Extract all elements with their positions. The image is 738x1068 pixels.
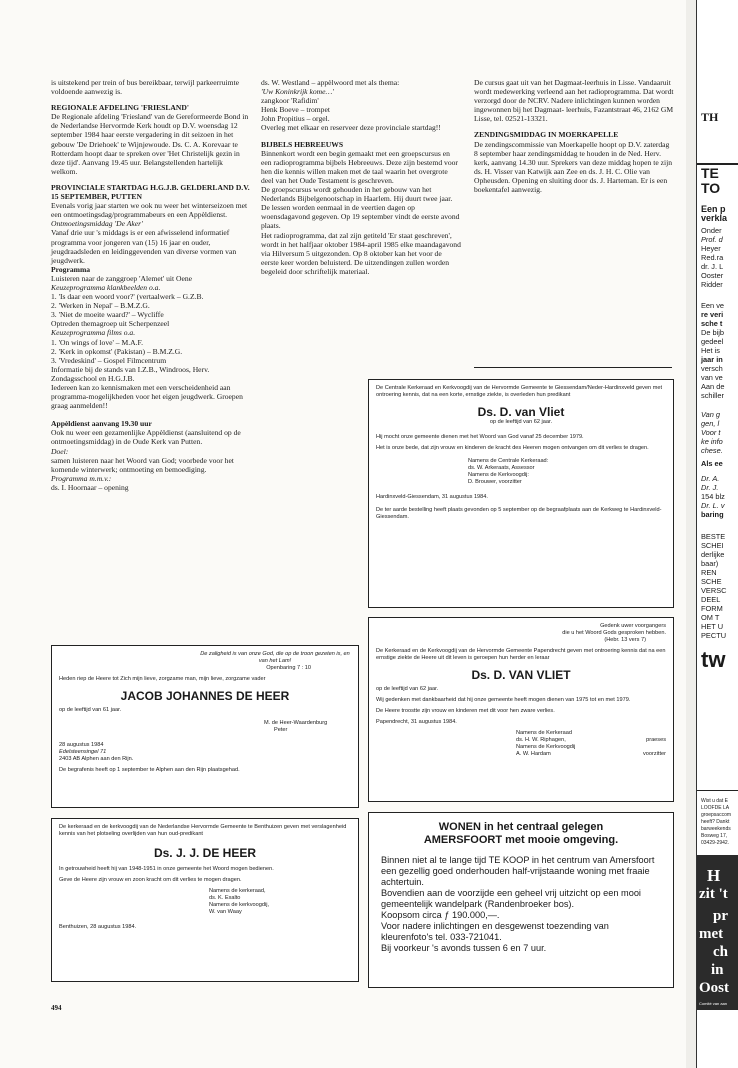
text-paragraph: Iedereen kan zo kennismaken met een verscheidenheid aan programma-mogelijkheden voor het eigen jeugdwerk. Groepen graag aanmelden!! [51,383,243,411]
strip-text: met [699,926,724,942]
strip-text: BESTE [701,532,726,541]
text-paragraph: Henk Boeve – trompet [261,105,330,115]
signatory: ds. H. W. Riphagen, [516,737,566,743]
list-item: 3. 'Niet de moeite waard?' – Wycliffe [51,310,164,320]
section-heading: BIJBELS HEBREEUWS [261,139,344,149]
text-paragraph: De cursus gaat uit van het Dagmaat-leerhuis in Lisse. Vandaaruit wordt medewerking verleend aan het radioprogramma. Dat wordt verzorgd door de NCRV. Nadere inlichtingen kunnen worden ingewonnen bij het Dagmaat- leerhuis, Fazantstraat 46, 2162 GM Lisse, tel. 02521-13321. [474,78,674,124]
strip-text: Ridder [701,280,723,289]
strip-text: Dr. J. [701,483,719,492]
strip-text: heeft? Dankt [701,819,730,825]
obituary-signature: Peter [274,727,288,733]
strip-text: van ve [701,373,723,382]
obituary-signature: Namens de Kerkvoogdij: [468,472,529,478]
obituary-age: op de leeftijd van 62 jaar. [376,686,439,692]
column-3 [474,78,674,194]
list-item: Optreden themagroep uit Scherpenzeel [51,319,170,329]
obituary-intro: De kerkeraad en de kerkvoogdij van de Nederlandse Hervormde Gemeente te Benthuizen geven met verslagenheid kennis van het plotseling overlijden van hun oud-predikant [59,824,347,837]
obituary-signature: M. de Heer-Waardenburg [264,720,328,726]
obituary-signature: D. Brouwer, voorzitter [468,479,522,485]
strip-text: Dr. L. v [701,501,725,510]
obituary-text: Wij gedenken met dankbaarheid dat hij onze gemeente heeft mogen dienen van 1975 tot en met 1979. [376,697,631,703]
strip-text: Prof. d [701,235,723,244]
strip-text: Heyer [701,244,721,253]
list-item: 1. 'Is daar een woord voor?' (vertaalwerk – G.Z.B. [51,292,204,302]
text-paragraph: Ontmoetingsmiddag 'De Aker' [51,219,143,229]
text-paragraph: Ook nu weer een gezamenlijke Appèldienst (aansluitend op de ontmoetingsmiddag) in de Oude Kerk van Putten. [51,428,241,447]
obituary-note: De begrafenis heeft op 1 september te Alphen aan den Rijn plaatsgehad. [59,767,240,773]
ad-text: Bij voorkeur 's avonds tussen 6 en 7 uur. [381,943,547,953]
column-2 [261,78,461,276]
strip-text: PECTU [701,631,727,640]
strip-text: Als ee [701,459,723,468]
strip-dark-ad [697,855,738,1010]
strip-text: groepsaccom [701,812,732,818]
obituary-address: 2403 AB Alphen aan den Rijn. [59,756,134,762]
strip-text: gedeel [701,337,724,346]
strip-text: SCHEI [701,541,724,550]
strip-text: ch [713,944,728,960]
section-heading: PROVINCIALE STARTDAG H.G.J.B. GELDERLAND D.V. 15 SEPTEMBER, PUTTEN [51,182,250,202]
obituary-de-heer-benthuizen [51,818,359,982]
text-paragraph: 'Uw Koninkrijk kome…' [261,87,334,97]
text-paragraph: Doel: [51,446,69,456]
strip-text: Van g [701,410,721,419]
obituary-note: De ter aarde bestelling heeft plaats gevonden op 5 september op de begraafplaats aan de Kerkweg te Hardinxveld-Giessendam. [376,507,662,520]
strip-text: jaar in [701,355,723,364]
signatory-role: voorzitter [642,751,666,757]
strip-text: Dr. A. [701,474,720,483]
strip-text: dr. J. L [701,262,724,271]
obituary-text: Hij mocht onze gemeente dienen met het Woord van God vanaf 25 december 1979. [376,434,584,440]
obituary-signature: ds. K. Exalto [209,895,241,901]
text-paragraph: Programma [51,264,91,274]
strip-text: REN [701,568,717,577]
obituary-signature: ds. W. Arkeraats, Assessor [468,465,535,471]
obituary-intro: De Kerkeraad en de Kerkvoogdij van de Hervormde Gemeente Papendrecht geven met ontroering kennis dat na een ernstige ziekte de Heere uit dit leven is geroepen hun herder en leraar [376,648,666,661]
strip-text: verkla [701,213,728,223]
text-paragraph: Programma m.m.v.: [51,473,112,483]
obituary-place-date: Papendrecht, 31 augustus 1984. [376,719,457,725]
obituary-place-date: Hardinxveld-Giessendam, 31 augustus 1984. [376,494,488,500]
strip-text: sche t [701,319,723,328]
scripture-reference: Openbaring 7 : 10 [266,665,311,671]
list-item: Keuzeprogramma films o.a. [51,328,136,338]
strip-text: H [707,866,721,885]
signatory-role: praeses [646,737,666,743]
text-paragraph: Binnenkort wordt een begin gemaakt met een groepscursus en een radioprogramma bijbels Hebreeuws. Deze zijn bestemd voor hen die kennis willen maken met de taal waarin het overgrote deel van het Oude Testament is geschreven. [261,148,458,185]
strip-text: TE [701,165,719,181]
obituary-text: De Heere troostte zijn vrouw en kinderen met dit voor hen zware verlies. [376,708,555,714]
obituary-van-vliet-giessendam [368,379,674,608]
strip-text: schiller [701,391,724,400]
strip-text: LOOFDE LA [701,805,730,811]
obituary-signature [516,737,666,744]
column-1 [51,78,251,492]
strip-text: Red.ra [701,253,724,262]
strip-text: Onder [701,226,722,235]
ad-headline: AMERSFOORT met mooie omgeving. [423,834,619,846]
strip-text: HET U [701,622,724,631]
strip-logo: tw [701,647,726,672]
strip-text: versch [701,364,723,373]
strip-text: Een ve [701,301,725,310]
strip-text: baar) [701,559,719,568]
text-paragraph: Evenals vorig jaar starten we ook nu weer het winterseizoen met een ontmoetingsdag/programmabeurs en een Appèldienst. [51,201,248,220]
text-paragraph: zangkoor 'Rafidim' [261,96,319,106]
strip-text: Ooster [701,271,724,280]
list-item: 3. 'Vredeskind' – Gospel Filmcentrum [51,355,167,365]
ad-headline: WONEN in het centraal gelegen [438,821,604,833]
strip-text: in [711,962,724,978]
obituary-signature: Namens de Kerkvoogdij [516,744,576,750]
strip-text: OM T [701,613,720,622]
obituary-signature: W. van Waay [209,909,242,915]
obituary-de-heer-family [51,645,359,808]
strip-text: TH [701,110,719,124]
text-paragraph: Het radioprogramma, dat zal zijn getiteld 'Er staat geschreven', wordt in het halfjaar oktober 1984-april 1985 elke maandagavond via Hilversum 5 uitgezonden. Op 8 oktober kan het voor de eerste keer worden beluisterd. De uitzendingen zullen worden begeleid door schriftelijk materiaal. [261,230,461,276]
strip-text: TO [701,180,721,196]
list-item: 2. 'Werken in Nepal' – B.M.Z.G. [51,301,150,311]
page-number: 494 [51,1004,62,1012]
obituary-name: Ds. J. J. DE HEER [153,846,257,860]
real-estate-advertisement [368,812,674,988]
strip-text: pr [713,908,728,924]
obituary-place-date: Benthuizen, 28 augustus 1984. [59,924,137,930]
strip-text: baring [701,510,724,519]
strip-divider [697,790,738,791]
obituary-intro: De Centrale Kerkeraad en Kerkvoogdij van de Hervormde Gemeente te Giessendam/Neder-Hardinxveld geven met ontroering kennis, dat na een korte, ernstige ziekte, is overleden hun predikant [376,385,663,398]
ad-text: Bovendien aan de voorzijde een geheel vrij uitzicht op een mooi gemeentelijk wandelpark (Randenbroeker bos). [381,888,641,909]
strip-text: Comité van aan [699,1001,728,1006]
strip-text: FORM [701,604,723,613]
section-heading: REGIONALE AFDELING 'FRIESLAND' [51,103,189,113]
strip-text: VERSC [701,586,727,595]
text-paragraph: Luisteren naar de zanggroep 'Alemet' uit Oene [51,273,193,283]
obituary-date: 28 augustus 1984 [59,742,104,748]
strip-text: chese. [701,446,723,455]
text-paragraph: John Propitius – orgel. [261,114,330,124]
strip-text: Een p [701,204,726,214]
text-paragraph: is uitstekend per trein of bus bereikbaar, terwijl parkeerruimte voldoende aanwezig is. [51,78,239,97]
obituary-name: JACOB JOHANNES DE HEER [120,689,290,703]
ad-text: Binnen niet al te lange tijd TE KOOP in het centrum van Amersfoort een gezellig goed onderhouden half-vrijstaande woning met fraaie achtertuin. [381,855,655,887]
strip-text: Oost [699,980,729,996]
strip-text: gen, l [701,419,720,428]
strip-text: derlijke [701,550,725,559]
text-paragraph: ds. W. Westland – appèlwoord met als thema: [261,78,400,87]
text-paragraph: De groepscursus wordt gehouden in het gebouw van het Nederlands Bijbelgenootschap in Haarlem. Hij duurt twee jaar. De lessen worden eenmaal in de veertien dagen op woensdagavond gegeven. Op 19 september vindt de eerste avond plaats. [261,185,460,231]
ad-text: Voor nadere inlichtingen en desgewenst toezending van kleurenfoto's tel. 033-721041. [381,921,609,942]
obituary-signature: Namens de kerkeraad, [209,888,266,894]
scripture-quote: die u het Woord Gods gesproken hebben. [562,630,666,636]
text-paragraph: samen luisteren naar het Woord van God; voorbede voor het komende winterwerk; ontmoeting en bemoediging. [51,455,234,474]
strip-text: 03429-2942. [701,840,730,846]
divider [474,367,672,368]
strip-text: Bosweg 17, [701,833,728,839]
obituary-text: Het is onze bede, dat zijn vrouw en kinderen de kracht des Heeren mogen ontvangen om dit verlies te dragen. [376,445,649,451]
strip-text: Het is [701,346,720,355]
strip-text: barweekends [701,826,731,832]
list-item: 2. 'Kerk in opkomst' (Pakistan) – B.M.Z.G. [51,346,183,356]
obituary-name: Ds. D. van Vliet [477,405,565,419]
strip-text: re veri [701,310,724,319]
strip-text: SCHE [701,577,722,586]
strip-text: DEEL [701,595,721,604]
obituary-intro: Heden riep de Heere tot Zich mijn lieve, zorgzame man, mijn lieve, zorgzame vader [59,676,266,682]
strip-text: Voor t [701,428,721,437]
obituary-signature: Namens de Kerkeraad [516,730,572,736]
signatory: A. W. Hardam [516,751,551,757]
strip-text: ke info [701,437,723,446]
obituary-signature [516,751,666,758]
obituary-age: op de leeftijd van 61 jaar. [59,707,122,713]
text-paragraph: Vanaf drie uur 's middags is er een afwisselend informatief programma voor jongeren van (15) 16 jaar en ouder, jeugdraadsleden en leidinggevenden van diverse vormen van jeugdwerk. [51,228,237,265]
section-heading: ZENDINGSMIDDAG IN MOERKAPELLE [474,130,619,140]
strip-text: Wist u dat E [701,798,728,804]
scripture-reference: (Hebr. 13 vers 7) [604,637,646,643]
ad-text: Koopsom circa ƒ 190.000,—. [381,910,500,920]
strip-text: zit 't [699,886,728,902]
obituary-signature: Namens de Centrale Kerkeraad: [468,458,549,464]
list-item: 1. 'On wings of love' – M.A.F. [51,337,143,347]
obituary-text: In getrouwheid heeft hij van 1948-1951 in onze gemeente het Woord mogen bedienen. [59,866,274,872]
text-paragraph: De Regionale afdeling 'Friesland' van de Gereformeerde Bond in de Nederlandse Hervormde Kerk houdt op D.V. woensdag 12 september 1984 haar eerste vergadering in dit seizoen in het gebouw 'De Driehoek' te Wijnjewoude. Ds. C. A. Korevaar te Rotterdam hoopt daar te spreken over 'Het Christelijk gezin in deze tijd'. Aanvang 19.45 uur. Belangstellenden hartelijk welkom. [51,112,249,176]
obituary-van-vliet-papendrecht [368,617,674,802]
text-paragraph: De zendingscommissie van Moerkapelle hoopt op D.V. zaterdag 8 september haar zendingsmiddag te houden in de Ned. Herv. kerk, aanvang 14.30 uur. Sprekers van deze middag hopen te zijn ds. H. Visser van Katwijk aan Zee en ds. J. H. C. Olie van Opheusden. Opening en sluiting door ds. J. Harteman. Er is een boekentafel aanwezig. [474,139,673,195]
obituary-address: Edelsteensingel 71 [59,749,107,755]
strip-text: Aan de [701,382,725,391]
strip-text: De bijb [701,328,725,337]
scripture-quote: De zaligheid is van onze God, die op de troon gezeten is, en van het Lam! [200,651,350,664]
obituary-text: Geve de Heere zijn vrouw en zoon kracht om dit verlies te mogen dragen. [59,877,242,883]
text-paragraph: Overleg met elkaar en reserveer deze provinciale startdag!! [261,123,441,133]
adjacent-page-strip [696,0,738,1068]
text-paragraph: Informatie bij de stands van I.Z.B., Windroos, Herv. Zondagsschool en H.G.J.B. [51,364,210,383]
scripture-quote: Gedenk uwer voorgangers [600,623,666,629]
text-paragraph: ds. I. Hoornaar – opening [51,482,129,492]
obituary-signatures [516,730,666,758]
strip-text: 154 blz [701,492,725,501]
text-paragraph: Keuzeprogramma klankbeelden o.a. [51,282,161,292]
obituary-age: op de leeftijd van 62 jaar. [489,419,553,425]
obituary-name: Ds. D. VAN VLIET [471,668,571,682]
text-paragraph: Appèldienst aanvang 19.30 uur [51,419,152,429]
obituary-signature: Namens de kerkvoogdij, [209,902,270,908]
